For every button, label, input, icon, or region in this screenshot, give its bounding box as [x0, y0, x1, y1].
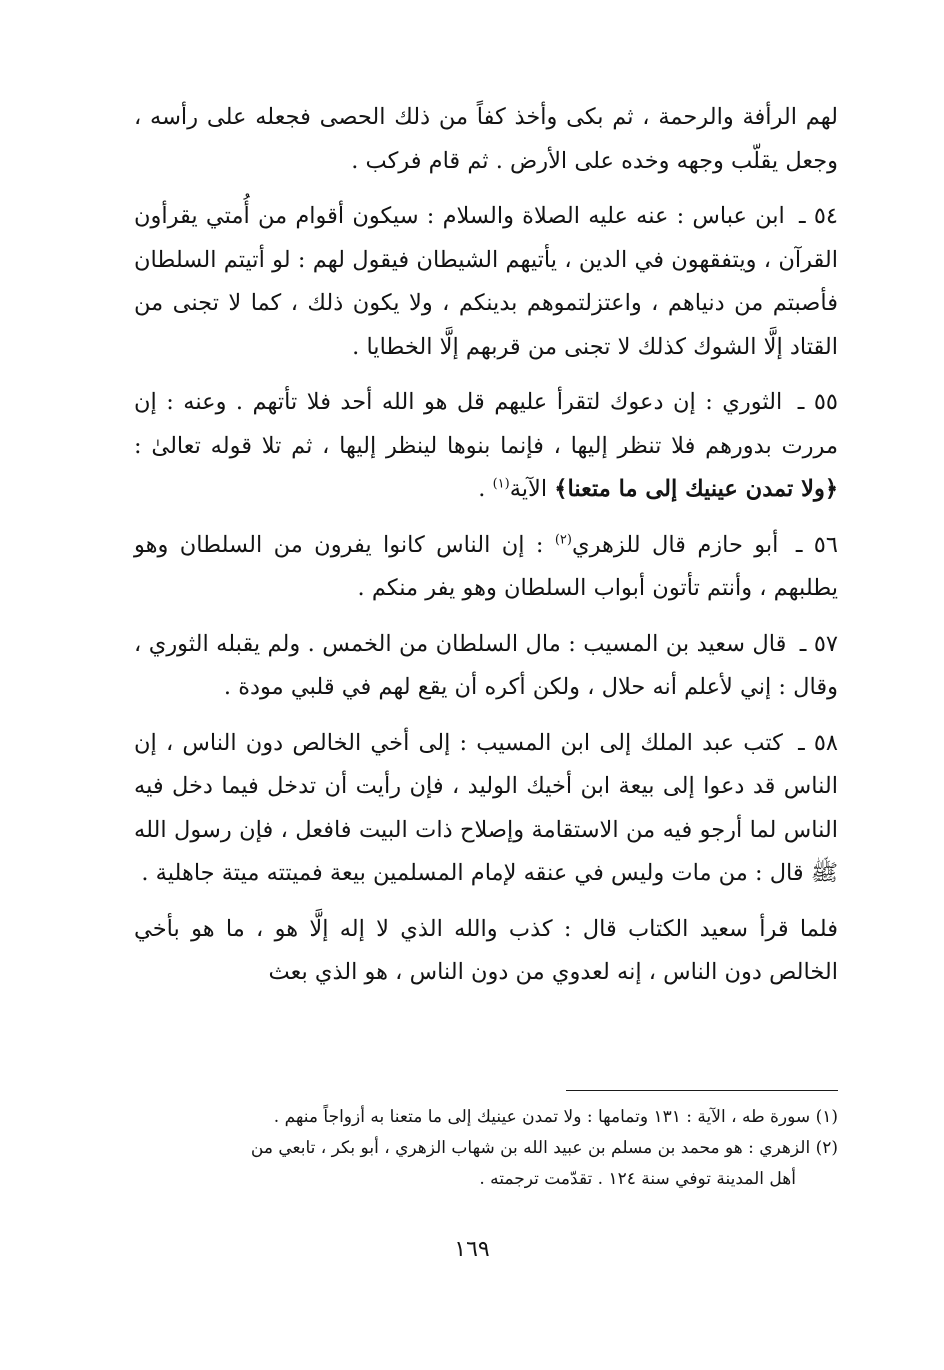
paragraph-text: كتب عبد الملك إلى ابن المسيب : إلى أخي الخالص دون الناس ، إن الناس قد دعوا إلى بيعة ابن أخيك الوليد ، فإن رأيت أن تدخل فيما دخل فيه الناس لما أرجو فيه من الاستقامة وإصلاح ذات البيت فافعل ، فإن رسول الله ﷺ قال : من مات وليس في عنقه لإمام المسلمين بيعة فميتته ميتة جاهلية . [134, 729, 838, 886]
paragraph-text: قال سعيد بن المسيب : مال السلطان من الخمس . ولم يقبله الثوري ، وقال : إني لأعلم أنه حلال ، ولكن أكره أن يقع لهم في قلبي مودة . [134, 630, 838, 700]
paragraph-number: ٥٥ ـ [797, 389, 838, 415]
footnote-text: الزهري : هو محمد بن مسلم بن عبيد الله بن شهاب الزهري ، أبو بكر ، تابعي من [250, 1138, 811, 1158]
paragraph-continuation [134, 96, 838, 183]
footnote-mark: (٢) [815, 1138, 838, 1158]
paragraph-text: ابن عباس : عنه عليه الصلاة والسلام : سيكون أقوام من أُمتي يقرأون القرآن ، ويتفقهون في الدين ، يأتيهم الشيطان فيقول لهم : لو أتيتم السلطان فأصبتم من دنياهم ، واعتزلتموهم بدينكم ، ولا يكون ذلك ، كما لا تجنى من القتاد إلَّا الشوك كذلك لا تجنى من قربهم إلَّا الخطايا . [134, 203, 838, 360]
footnotes [134, 1102, 838, 1195]
paragraph-number: ٥٧ ـ [799, 630, 839, 657]
paragraph-text: لهم الرأفة والرحمة ، ثم بكى وأخذ كفاً من ذلك الحصى فجعله على رأسه ، وجعل يقلّب وجهه وخده على الأرض . ثم قام فركب . [134, 104, 838, 174]
verse-suffix: الآية [509, 476, 548, 502]
paragraph-55 [134, 381, 838, 512]
footnote-ref-1[interactable]: (١) [492, 476, 510, 492]
footnote-text: سورة طه ، الآية : ١٣١ وتمامها : ولا تمدن عينيك إلى ما متعنا به أزواجاً منهم . [273, 1107, 811, 1127]
paragraph-54 [134, 195, 838, 369]
paragraph-number: ٥٦ ـ [795, 531, 838, 558]
footnote-mark: (١) [815, 1107, 838, 1127]
paragraph-56 [134, 524, 838, 611]
quran-verse: ﴿ولا تمدن عينيك إلى ما متعنا﴾ [554, 476, 838, 502]
paragraph-reply [134, 908, 838, 995]
page-number: ١٦٩ [454, 1237, 490, 1262]
paragraph-number: ٥٤ ـ [799, 203, 839, 229]
footnote-separator [566, 1090, 838, 1091]
paragraph-text: الثوري : إن دعوك لتقرأ عليهم قل هو الله أحد فلا تأتهم . وعنه : إن مررت بدورهم فلا تنظر إليها ، فإنما بنوها لينظر إليها ، ثم تلا قوله تعالىٰ : [134, 389, 838, 459]
footnote-ref-2[interactable]: (٢) [554, 532, 572, 547]
paragraph-text-b: : إن الناس كانوا يفرون من السلطان وهو يطلبهم ، وأنتم تأتون أبواب السلطان وهو يفر منكم . [134, 531, 838, 601]
paragraph-58 [134, 722, 838, 896]
main-text [134, 96, 838, 1007]
footnote-1 [134, 1102, 838, 1133]
footnote-text-continuation: أهل المدينة توفي سنة ١٢٤ . تقدّمت ترجمته . [479, 1169, 796, 1189]
paragraph-text-a: أبو حازم قال للزهري [571, 531, 779, 558]
paragraph-57 [134, 623, 838, 710]
paragraph-number: ٥٨ ـ [798, 729, 838, 756]
paragraph-text: فلما قرأ سعيد الكتاب قال : كذب والله الذي لا إله إلَّا هو ، ما هو بأخي الخالص دون الناس ، إنه لعدوي من دون الناس ، هو الذي بعث [134, 915, 838, 985]
footnote-2 [134, 1133, 838, 1195]
sentence-end: . [478, 476, 486, 502]
